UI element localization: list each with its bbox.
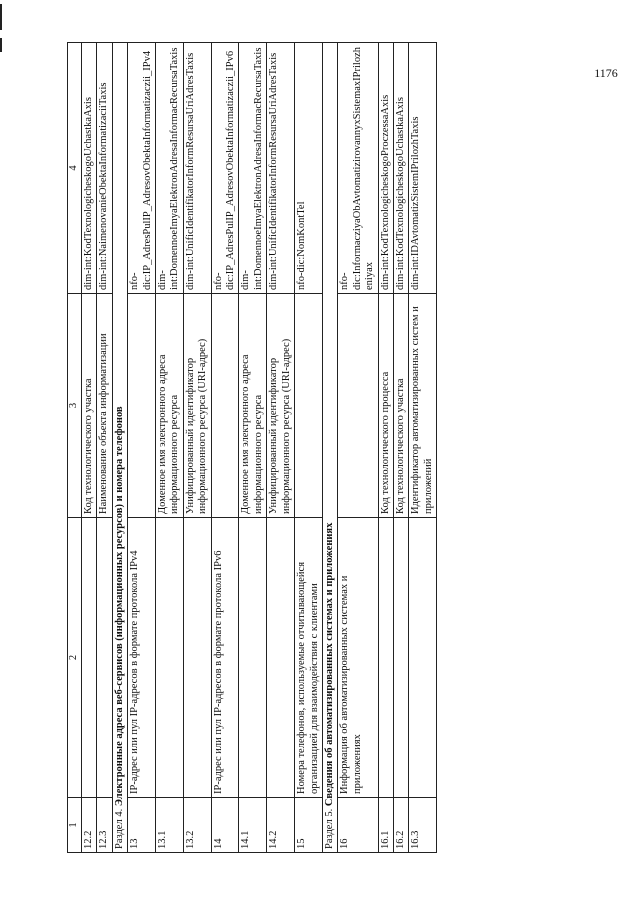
row-number-cell: 14.1 xyxy=(239,798,267,853)
attribute-name-cell xyxy=(338,294,378,518)
attribute-name-cell: Наименование объекта информатизации xyxy=(97,294,112,518)
row-number-cell: 13 xyxy=(128,798,156,853)
table-row xyxy=(239,43,267,853)
section-label: Раздел 5. xyxy=(323,808,335,849)
indicator-name-cell xyxy=(267,518,295,798)
code-cell: dim-int:DomennoeImyaElektronAdresaInformacReсursaTaxis xyxy=(239,43,267,294)
attribute-name-cell: Унифицированный идентификатор информационного ресурса (URI-адрес) xyxy=(267,294,295,518)
indicator-name-cell xyxy=(183,518,211,798)
row-number-cell: 16.1 xyxy=(378,798,393,853)
table-row xyxy=(156,43,184,853)
code-cell: nfo-dic:IP_AdresPulIP_AdresovObektaInformatizaczii_IPv6 xyxy=(211,43,239,294)
code-cell: dim-int:KodTexnologicheskogoProczessaAxis xyxy=(378,43,393,294)
row-number-cell: 15 xyxy=(295,798,323,853)
section-title: Сведения об автоматизированных системах и приложениях xyxy=(323,522,335,807)
table-body xyxy=(68,43,437,853)
header-cell: 3 xyxy=(68,294,82,518)
code-cell: nfo-dic:IP_AdresPulIP_AdresovObektaInformatizaczii_IPv4 xyxy=(128,43,156,294)
code-cell: dim-int:KodTexnologicheskogoUchastkaAxis xyxy=(393,43,408,294)
indicator-name-cell xyxy=(239,518,267,798)
row-number-cell: 13.1 xyxy=(156,798,184,853)
attribute-name-cell: Унифицированный идентификатор информационного ресурса (URI-адрес) xyxy=(183,294,211,518)
margin-mark-top xyxy=(0,4,2,30)
table-row xyxy=(97,43,112,853)
table-row xyxy=(338,43,378,853)
row-number-cell: 14 xyxy=(211,798,239,853)
row-number-cell: 12.3 xyxy=(97,798,112,853)
indicator-name-cell xyxy=(97,518,112,798)
attribute-name-cell: Код технологического участка xyxy=(82,294,97,518)
margin-mark-bottom xyxy=(0,38,2,52)
code-cell: dim-int:NaimenovanieObektaInformatizaciiTaxis xyxy=(97,43,112,294)
table-header-row xyxy=(68,43,82,853)
code-cell: nfo-dic:NomKontTel xyxy=(295,43,323,294)
row-number-cell: 13.2 xyxy=(183,798,211,853)
indicator-name-cell xyxy=(409,518,437,798)
code-cell: dim-int:KodTexnologicheskogoUchastkaAxis xyxy=(82,43,97,294)
row-number-cell: 16 xyxy=(338,798,378,853)
attribute-name-cell xyxy=(128,294,156,518)
code-cell: dim-int:UnificIdentifikatorInformResursaUriAdresTaxis xyxy=(267,43,295,294)
row-number-cell: 14.2 xyxy=(267,798,295,853)
table-row xyxy=(267,43,295,853)
code-cell: dim-int:DomennoeImyaElektronAdresaInformacReсursaTaxis xyxy=(156,43,184,294)
table-row xyxy=(409,43,437,853)
section-row xyxy=(112,43,127,853)
rotated-page-content xyxy=(67,43,579,853)
table-row xyxy=(211,43,239,853)
row-number-cell: 12.2 xyxy=(82,798,97,853)
attribute-name-cell: Код технологического участка xyxy=(393,294,408,518)
header-cell: 1 xyxy=(68,798,82,853)
table-row xyxy=(295,43,323,853)
code-cell: nfo-dic:InformacziyaObAvtomatizirovannyxSistemaxIPrilozheniyax xyxy=(338,43,378,294)
indicator-name-cell: IP-адрес или пул IP-адресов в формате протокола IPv4 xyxy=(128,518,156,798)
indicator-name-cell xyxy=(378,518,393,798)
row-number-cell: 16.2 xyxy=(393,798,408,853)
header-cell: 4 xyxy=(68,43,82,294)
attribute-name-cell: Доменное имя электронного адреса информационного ресурса xyxy=(156,294,184,518)
table-row xyxy=(393,43,408,853)
section-row xyxy=(322,43,337,853)
indicator-name-cell xyxy=(393,518,408,798)
indicator-name-cell xyxy=(156,518,184,798)
attribute-name-cell xyxy=(295,294,323,518)
section-title: Электронные адреса веб-сервисов (информационных ресурсов) и номера телефонов xyxy=(113,406,125,807)
attribute-name-cell: Идентификатор автоматизированных систем и приложений xyxy=(409,294,437,518)
attribute-name-cell: Доменное имя электронного адреса информационного ресурса xyxy=(239,294,267,518)
section-cell xyxy=(112,43,127,853)
attribute-name-cell xyxy=(211,294,239,518)
header-cell: 2 xyxy=(68,518,82,798)
table-row xyxy=(82,43,97,853)
row-number-cell: 16.3 xyxy=(409,798,437,853)
table-row xyxy=(378,43,393,853)
indicator-name-cell: Номера телефонов, используемые отчитывающейся организацией для взаимодействия с клиентами xyxy=(295,518,323,798)
indicator-name-cell: IP-адрес или пул IP-адресов в формате протокола IPv6 xyxy=(211,518,239,798)
indicator-name-cell: Информация об автоматизированных системах и приложениях xyxy=(338,518,378,798)
table-row xyxy=(183,43,211,853)
page-number: 1176 xyxy=(594,66,618,80)
section-cell xyxy=(322,43,337,853)
code-cell: dim-int:UnificIdentifikatorInformResursaUriAdresTaxis xyxy=(183,43,211,294)
section-label: Раздел 4. xyxy=(113,808,125,849)
indicator-name-cell xyxy=(82,518,97,798)
table-row xyxy=(128,43,156,853)
data-table xyxy=(67,42,437,853)
code-cell: dim-int:IDAvtomatizSistemIPrilozhTaxis xyxy=(409,43,437,294)
attribute-name-cell: Код технологического процесса xyxy=(378,294,393,518)
